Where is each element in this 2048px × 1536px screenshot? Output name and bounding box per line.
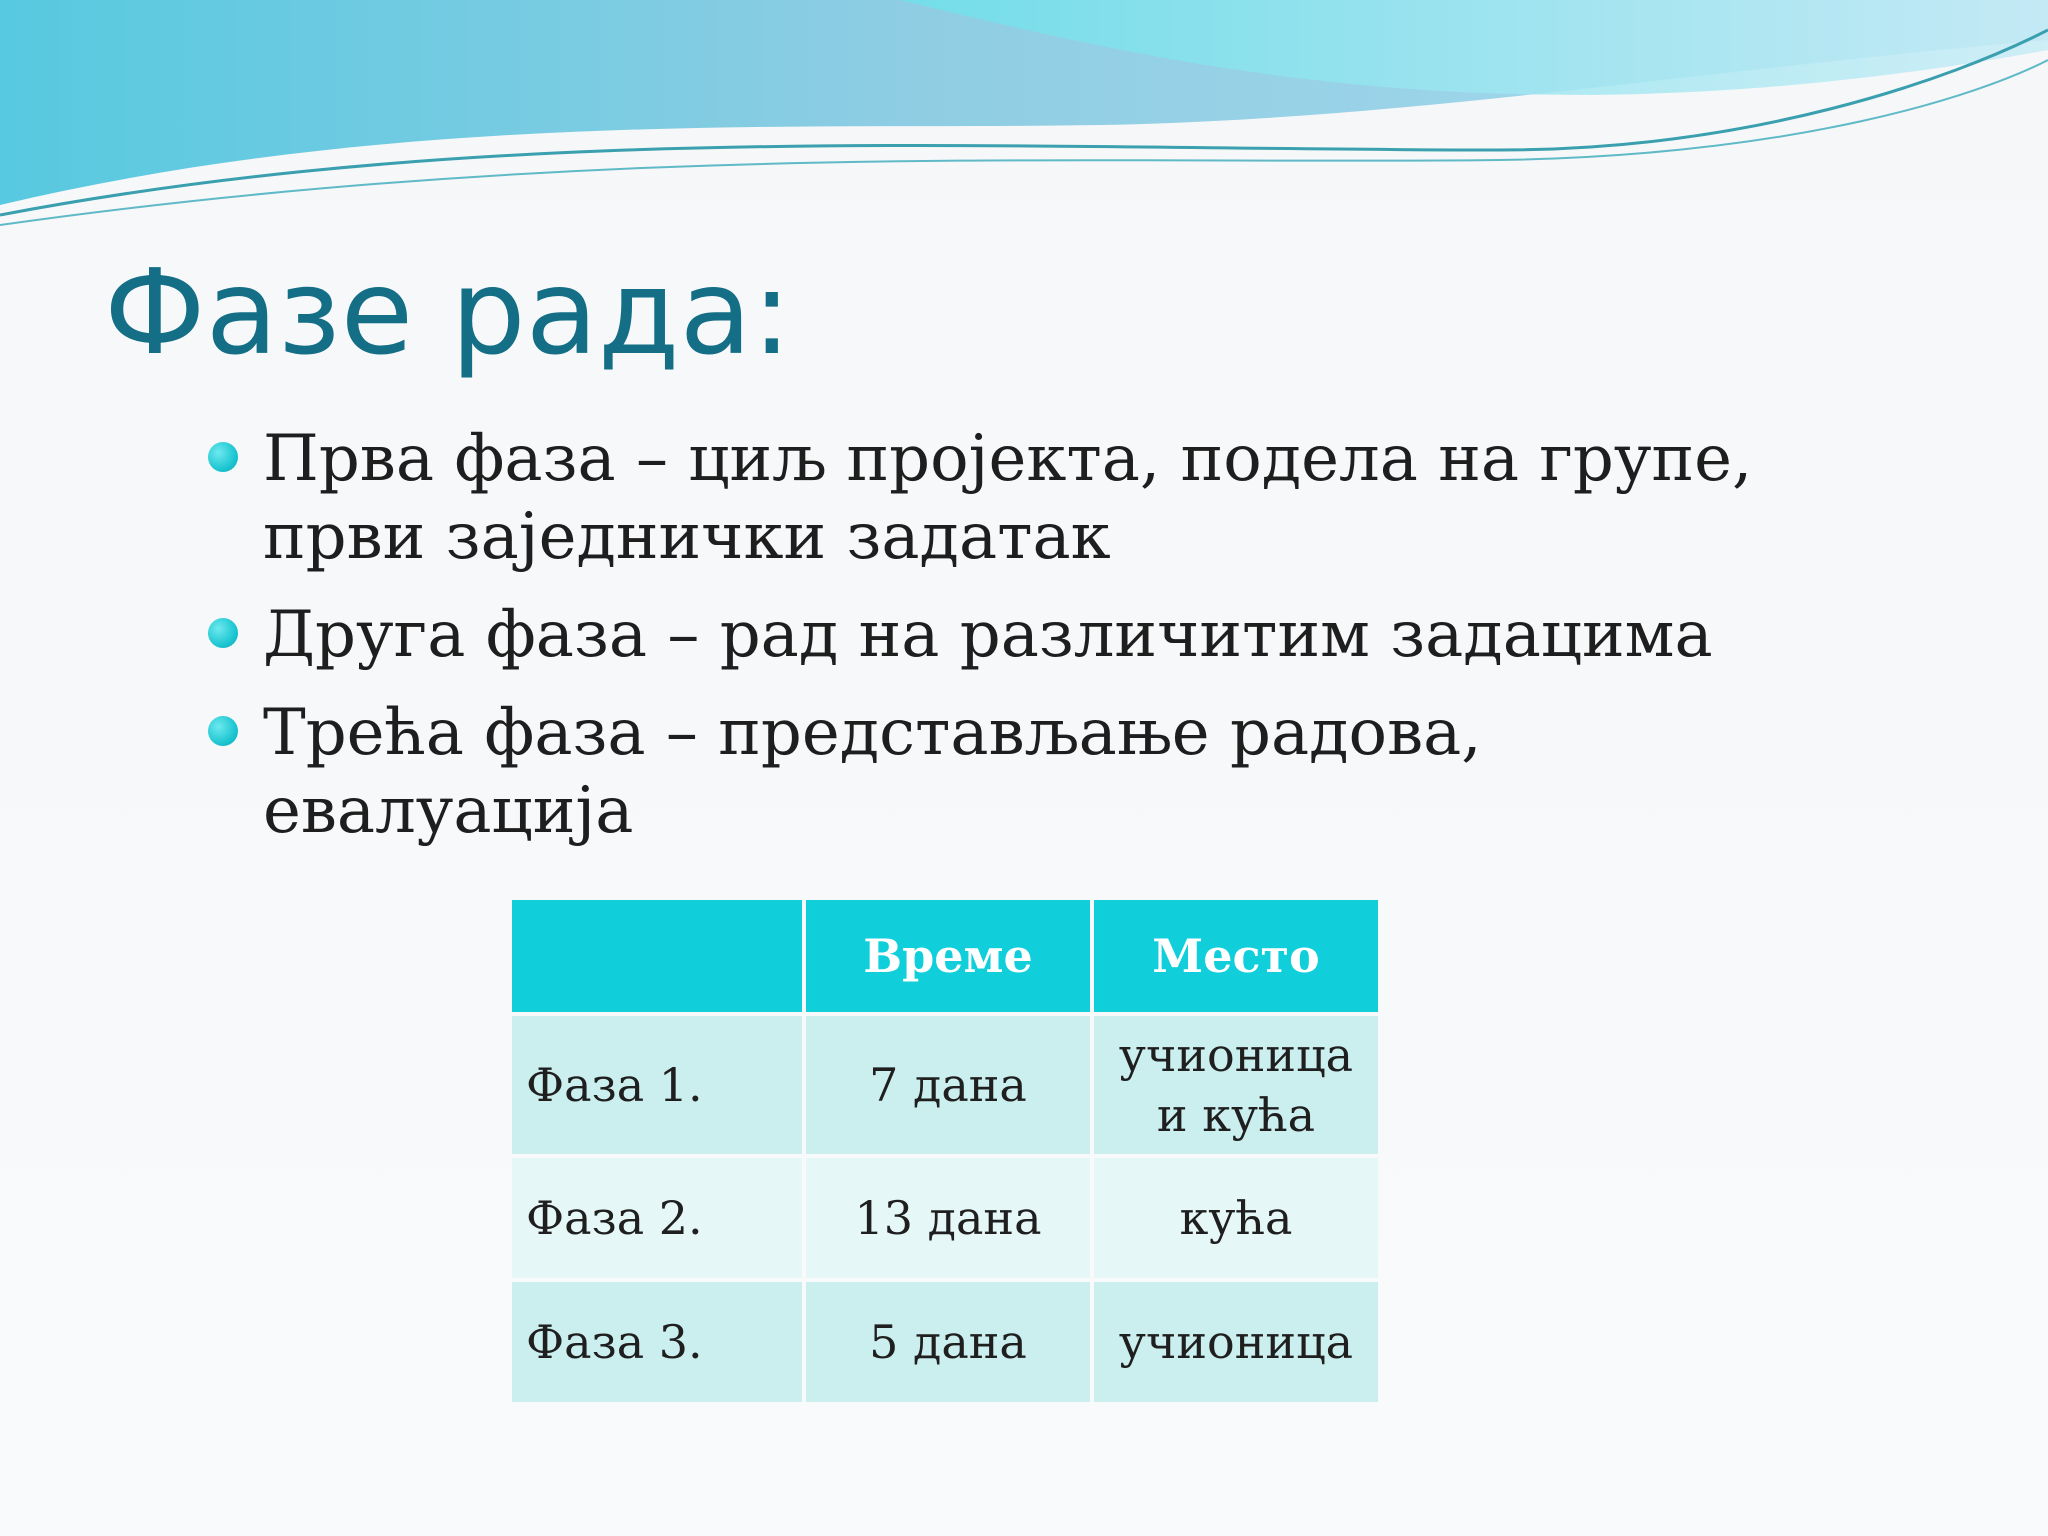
bullet-text: Друга фаза – рад на различитим задацима <box>263 598 1713 672</box>
bullet-dot-icon <box>208 716 238 746</box>
place-cell: учионица <box>1094 1282 1378 1402</box>
bullet-item <box>208 596 1848 674</box>
time-cell: 7 дана <box>806 1016 1090 1154</box>
slide-title: Фазе рада: <box>104 243 792 381</box>
bullet-list <box>208 420 1848 870</box>
bullet-dot-icon <box>208 618 238 648</box>
time-cell: 13 дана <box>806 1158 1090 1278</box>
phases-table <box>508 896 1382 1406</box>
bullet-dot-icon <box>208 442 238 472</box>
wave-decoration <box>0 0 2048 260</box>
header-cell-time: Време <box>806 900 1090 1012</box>
phase-cell: Фаза 2. <box>512 1158 802 1278</box>
time-cell: 5 дана <box>806 1282 1090 1402</box>
bullet-item <box>208 694 1848 850</box>
table-row <box>512 1158 1378 1278</box>
bullet-text: Трећа фаза – представљање радова, евалуација <box>263 696 1482 848</box>
table-row <box>512 1016 1378 1154</box>
bullet-item <box>208 420 1848 576</box>
header-cell-place: Место <box>1094 900 1378 1012</box>
table-header-row <box>512 900 1378 1012</box>
phase-cell: Фаза 1. <box>512 1016 802 1154</box>
bullet-text: Прва фаза – циљ пројекта, подела на групе, први заједнички задатак <box>263 422 1753 574</box>
place-cell: учионица и кућа <box>1094 1016 1378 1154</box>
header-cell-empty <box>512 900 802 1012</box>
phase-cell: Фаза 3. <box>512 1282 802 1402</box>
table-row <box>512 1282 1378 1402</box>
place-cell: кућа <box>1094 1158 1378 1278</box>
